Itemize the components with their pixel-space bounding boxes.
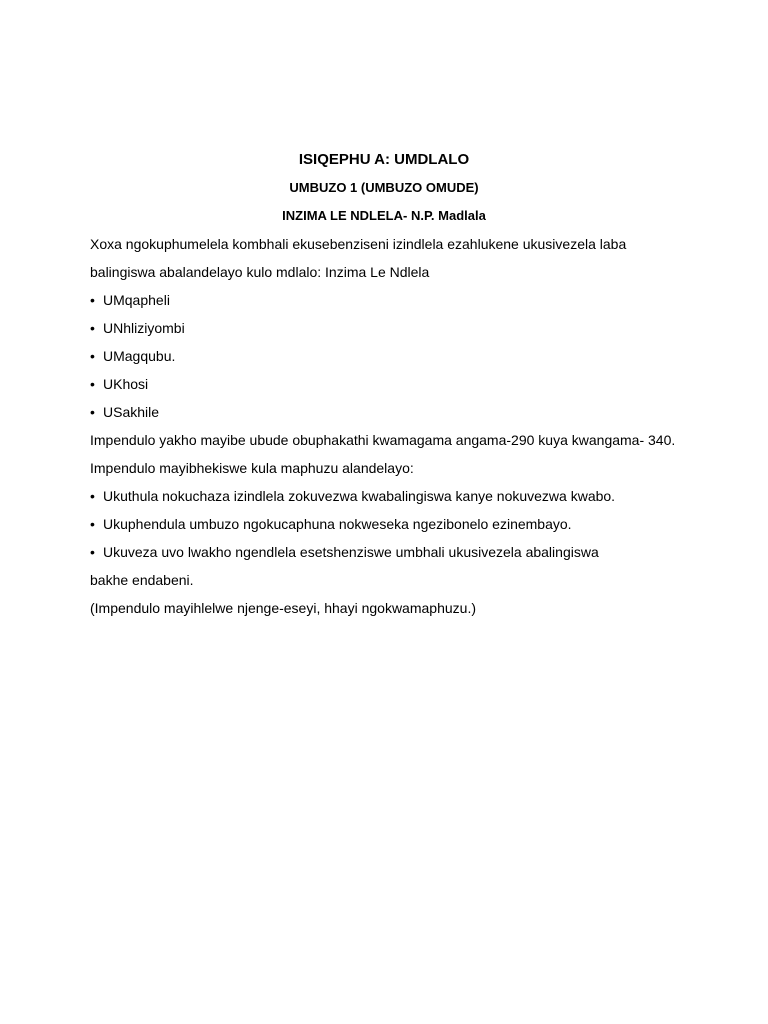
bullet-icon: • xyxy=(90,488,95,504)
intro-line-1: Xoxa ngokuphumelela kombhali ekusebenziseni izindlela ezahlukene ukusivezela laba xyxy=(90,236,627,252)
character-name: UKhosi xyxy=(103,376,149,392)
closing-note: (Impendulo mayihlelwe njenge-eseyi, hhayi ngokwamaphuzu.) xyxy=(90,600,476,616)
character-name: UMqapheli xyxy=(103,292,170,308)
section-heading: ISIQEPHU A: UMDLALO xyxy=(298,151,470,168)
character-name: UNhliziyombi xyxy=(103,320,185,336)
bullet-icon: • xyxy=(90,320,95,336)
criteria-list-item xyxy=(90,515,572,533)
bullet-icon: • xyxy=(90,544,95,560)
criteria-text: Ukuveza uvo lwakho ngendlela esetshenziswe umbhali ukusivezela abalingiswa xyxy=(103,544,599,560)
intro-line-2: balingiswa abalandelayo kulo mdlalo: Inzima Le Ndlela xyxy=(90,264,430,280)
character-list-item xyxy=(90,291,170,309)
character-list-item xyxy=(90,403,159,421)
work-title-heading: INZIMA LE NDLELA- N.P. Madlala xyxy=(282,208,486,223)
character-name: UMagqubu. xyxy=(103,348,176,364)
length-instruction: Impendulo yakho mayibe ubude obuphakathi kwamagama angama-290 kuya kwangama- 340. xyxy=(90,432,676,448)
criteria-continuation: bakhe endabeni. xyxy=(90,572,194,588)
character-list-item xyxy=(90,347,175,365)
character-list-item xyxy=(90,375,148,393)
criteria-list-item xyxy=(90,487,615,505)
criteria-text: Ukuphendula umbuzo ngokucaphuna nokweseka ngezibonelo ezinembayo. xyxy=(103,516,572,532)
bullet-icon: • xyxy=(90,404,95,420)
character-name: USakhile xyxy=(103,404,160,420)
bullet-icon: • xyxy=(90,376,95,392)
question-heading: UMBUZO 1 (UMBUZO OMUDE) xyxy=(289,180,479,195)
criteria-intro: Impendulo mayibhekiswe kula maphuzu alandelayo: xyxy=(90,460,414,476)
criteria-text: Ukuthula nokuchaza izindlela zokuvezwa kwabalingiswa kanye nokuvezwa kwabo. xyxy=(103,488,616,504)
bullet-icon: • xyxy=(90,516,95,532)
criteria-list-item xyxy=(90,543,599,561)
bullet-icon: • xyxy=(90,292,95,308)
bullet-icon: • xyxy=(90,348,95,364)
character-list-item xyxy=(90,319,185,337)
